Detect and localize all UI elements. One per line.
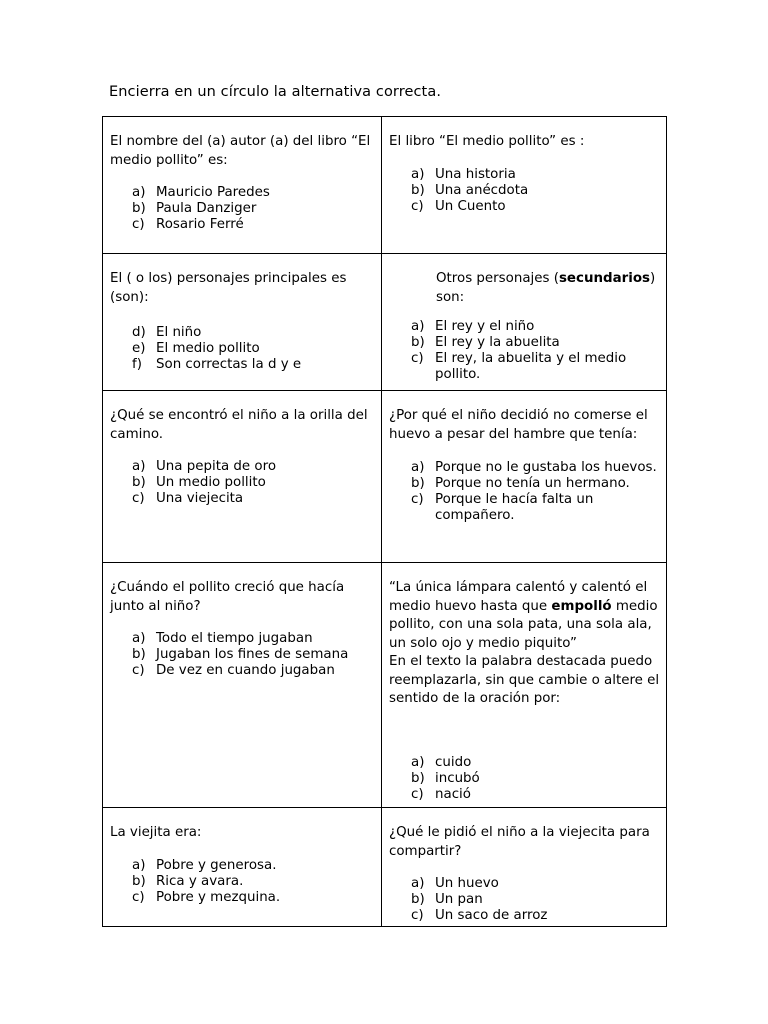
quiz-row — [103, 391, 667, 563]
option-a[interactable]: a) Una pepita de oro — [132, 459, 277, 474]
worksheet-title: Encierra en un círculo la alternativa correcta. — [109, 84, 442, 100]
option-b[interactable]: b) Jugaban los fines de semana — [132, 647, 349, 662]
option-d[interactable]: d) El niño — [132, 325, 202, 340]
options-list — [110, 631, 375, 679]
option-c[interactable]: c) Un saco de arroz — [411, 908, 548, 923]
option-a[interactable]: a) Pobre y generosa. — [132, 857, 277, 873]
options-list — [389, 319, 660, 383]
question-cell-8 — [382, 563, 667, 808]
option-f[interactable]: f) Son correctas la d y e — [132, 357, 302, 372]
option-e[interactable]: e) El medio pollito — [132, 341, 260, 356]
question-text: La viejita era: — [110, 825, 202, 840]
question-text: ¿Por qué el niño decidió no comerse el huevo a pesar del hambre que tenía: — [389, 408, 648, 442]
option-c[interactable]: c) El rey, la abuelita y el medio pollito. — [411, 351, 627, 382]
question-cell-4 — [382, 254, 667, 391]
options-list — [389, 755, 660, 803]
option-c[interactable]: c) De vez en cuando jugaban — [132, 663, 335, 678]
option-c[interactable]: c) Pobre y mezquina. — [132, 889, 281, 905]
question-cell-7 — [103, 563, 382, 808]
question-text: ¿Qué le pidió el niño a la viejecita para compartir? — [389, 825, 650, 859]
option-b[interactable]: b) Un pan — [411, 892, 483, 907]
highlighted-word: empolló — [551, 598, 612, 614]
quiz-table — [102, 116, 667, 927]
question-cell-3 — [103, 254, 382, 391]
question-text: El libro “El medio pollito” es : — [389, 134, 585, 149]
option-a[interactable]: a) Mauricio Paredes — [132, 185, 270, 200]
option-b[interactable]: b) Porque no tenía un hermano. — [411, 476, 630, 491]
option-b[interactable]: b) incubó — [411, 770, 480, 786]
option-c[interactable]: c) Porque le hacía falta un compañero. — [411, 492, 594, 523]
options-list — [110, 858, 375, 906]
option-a[interactable]: a) El rey y el niño — [411, 319, 535, 334]
question-cell-6 — [382, 391, 667, 563]
option-c[interactable]: c) Una viejecita — [132, 491, 244, 506]
options-list — [110, 185, 375, 233]
options-list — [110, 325, 375, 373]
options-list — [110, 459, 375, 507]
option-b[interactable]: b) Una anécdota — [411, 182, 529, 198]
question-cell-9 — [103, 808, 382, 927]
option-a[interactable]: a) Una historia — [411, 166, 516, 182]
option-c[interactable]: c) nació — [411, 786, 471, 802]
question-text: ¿Cuándo el pollito creció que hacía junto al niño? — [110, 580, 345, 614]
question-cell-1 — [103, 117, 382, 254]
option-b[interactable]: b) Rica y avara. — [132, 873, 244, 889]
question-text: El nombre del (a) autor (a) del libro “El medio pollito” es: — [110, 134, 371, 168]
option-a[interactable]: a) Porque no le gustaba los huevos. — [411, 460, 657, 475]
question-text: En el texto la palabra destacada puedo reemplazarla, sin que cambie o altere el sentido de la oración por: — [389, 654, 660, 706]
question-text: El ( o los) personajes principales es (son): — [110, 271, 347, 305]
options-list — [389, 876, 660, 924]
quiz-row — [103, 254, 667, 391]
question-text: Otros personajes (secundarios) son: — [436, 271, 656, 305]
highlighted-word: secundarios — [558, 271, 650, 286]
option-b[interactable]: b) Paula Danziger — [132, 201, 257, 216]
option-a[interactable]: a) Todo el tiempo jugaban — [132, 631, 313, 646]
quiz-row — [103, 808, 667, 927]
option-a[interactable]: a) Un huevo — [411, 876, 499, 891]
options-list — [389, 167, 660, 215]
option-a[interactable]: a) cuido — [411, 754, 472, 770]
option-b[interactable]: b) El rey y la abuelita — [411, 335, 560, 350]
quiz-row — [103, 117, 667, 254]
quote-text: “La única lámpara calentó y calentó el medio huevo hasta que empolló medio pollito, con una sola pata, una sola ala, un solo ojo y medio piquito” — [389, 580, 658, 651]
option-c[interactable]: c) Rosario Ferré — [132, 217, 244, 232]
quiz-row — [103, 563, 667, 808]
question-text: ¿Qué se encontró el niño a la orilla del camino. — [110, 408, 368, 442]
question-cell-10 — [382, 808, 667, 927]
question-cell-2 — [382, 117, 667, 254]
option-b[interactable]: b) Un medio pollito — [132, 475, 266, 490]
options-list — [389, 460, 660, 524]
option-c[interactable]: c) Un Cuento — [411, 198, 506, 214]
question-cell-5 — [103, 391, 382, 563]
